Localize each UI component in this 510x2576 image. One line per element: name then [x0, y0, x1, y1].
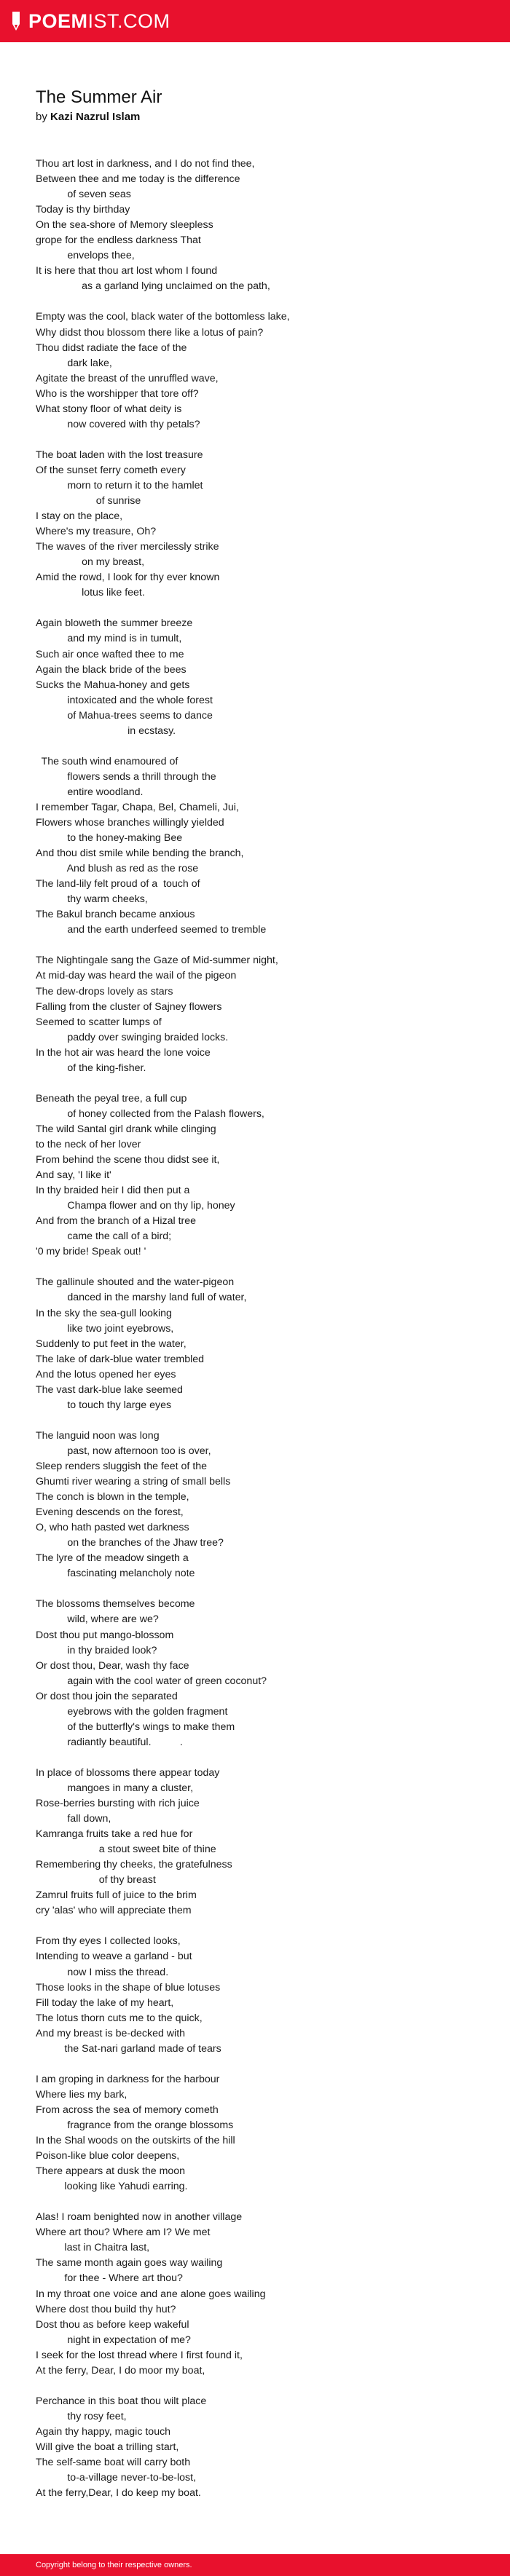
poem-line: The wild Santal girl drank while clinging: [36, 1123, 216, 1135]
poem-line: '0 my bride! Speak out! ': [36, 1246, 146, 1258]
poem-line: In thy braided heir I did then put a: [36, 1185, 190, 1197]
poem-line: Suddenly to put feet in the water,: [36, 1338, 187, 1350]
poem-line: Alas! I roam benighted now in another village: [36, 2211, 243, 2224]
poem-line: It is here that thou art lost whom I found: [36, 265, 218, 277]
byline: [36, 110, 473, 125]
poem-stanza: [36, 448, 473, 601]
poem-line: The south wind enamoured of: [36, 755, 178, 767]
pencil-icon: [10, 12, 22, 31]
poem-line: dark lake,: [36, 357, 112, 369]
poem-line: Of the sunset ferry cometh every: [36, 464, 186, 476]
copyright-text: Copyright belong to their respective owners.: [36, 2561, 192, 2569]
poem-line: Fill today the lake of my heart,: [36, 1996, 174, 2009]
poem-line: Poison-like blue color deepens,: [36, 2150, 180, 2162]
poem-line: The waves of the river mercilessly strike: [36, 541, 219, 553]
poem-line: Seemed to scatter lumps of: [36, 1016, 162, 1028]
footer-bar: [0, 2554, 510, 2576]
logo-text-light: IST.COM: [87, 9, 170, 32]
poem-line: In place of blossoms there appear today: [36, 1766, 220, 1779]
poem-line: Empty was the cool, black water of the bottomless lake,: [36, 311, 290, 323]
poem-line: eyebrows with the golden fragment: [36, 1705, 228, 1718]
poem-line: Evening descends on the forest,: [36, 1506, 184, 1519]
poem-line: now covered with thy petals?: [36, 418, 200, 430]
poem-line: Beneath the peyal tree, a full cup: [36, 1092, 187, 1105]
poem-stanza: [36, 1091, 473, 1260]
poem-line: to the honey-making Bee: [36, 832, 183, 845]
poem-line: Perchance in this boat thou wilt place: [36, 2395, 207, 2407]
poem-line: wild, where are we?: [36, 1613, 159, 1626]
poem-line: Between thee and me today is the difference: [36, 173, 240, 186]
poem-line: thy warm cheeks,: [36, 893, 148, 906]
poem-line: The dew-drops lovely as stars: [36, 985, 173, 997]
poem-line: of sunrise: [36, 495, 141, 507]
site-logo-link[interactable]: [10, 10, 170, 33]
poem-line: From thy eyes I collected looks,: [36, 1935, 181, 1948]
poem-line: I remember Tagar, Chapa, Bel, Chameli, Jui,: [36, 801, 239, 813]
poem-line: last in Chaitra last,: [36, 2242, 150, 2254]
poem-stanza: [36, 616, 473, 738]
poem-line: came the call of a bird;: [36, 1230, 172, 1243]
poem-line: The Bakul branch became anxious: [36, 909, 195, 921]
poem-line: Thou didst radiate the face of the: [36, 341, 187, 354]
poem-line: Where's my treasure, Oh?: [36, 526, 157, 538]
poem-content: [36, 87, 473, 2516]
poem-stanza: [36, 2072, 473, 2194]
poem-line: Or dost thou, Dear, wash thy face: [36, 1659, 189, 1672]
poem-line: Sucks the Mahua-honey and gets: [36, 679, 190, 691]
poem-line: The lotus thorn cuts me to the quick,: [36, 2012, 203, 2024]
poem-line: Again bloweth the summer breeze: [36, 617, 193, 630]
poem-line: Will give the boat a trilling start,: [36, 2441, 179, 2453]
poem-line: in thy braided look?: [36, 1644, 157, 1656]
poem-line: now I miss the thread.: [36, 1966, 169, 1978]
poem-line: again with the cool water of green coconut?: [36, 1675, 267, 1687]
poem-line: Amid the rowd, I look for thy ever known: [36, 572, 220, 584]
poem-line: O, who hath pasted wet darkness: [36, 1522, 189, 1534]
poem-line: Where art thou? Where am I? We met: [36, 2227, 211, 2239]
poem-line: looking like Yahudi earring.: [36, 2181, 188, 2193]
poem-title: The Summer Air: [36, 87, 162, 107]
poem-line: in ecstasy.: [36, 724, 176, 737]
poem-line: The conch is blown in the temple,: [36, 1491, 189, 1504]
poem-line: And say, 'I like it': [36, 1169, 111, 1182]
poem-body: [36, 157, 473, 2501]
poem-line: And from the branch of a Hizal tree: [36, 1215, 197, 1228]
poem-stanza: [36, 1766, 473, 1919]
poem-line: of the butterfly's wings to make them: [36, 1720, 235, 1733]
poem-line: What stony floor of what deity is: [36, 403, 182, 415]
poem-line: In my throat one voice and ane alone goes wailing: [36, 2288, 266, 2300]
poem-line: I stay on the place,: [36, 510, 123, 523]
poem-line: to the neck of her lover: [36, 1139, 141, 1150]
poem-line: Thou art lost in darkness, and I do not find thee,: [36, 158, 255, 170]
poem-stanza: [36, 1934, 473, 2056]
poem-stanza: [36, 2210, 473, 2379]
poem-line: Intending to weave a garland - but: [36, 1951, 192, 1963]
poem-line: of the king-fisher.: [36, 1062, 146, 1074]
poem-line: and my mind is in tumult,: [36, 633, 182, 645]
author-link[interactable]: Kazi Nazrul Islam: [50, 111, 141, 123]
poem-line: Where lies my bark,: [36, 2088, 128, 2101]
poem-stanza: [36, 1275, 473, 1413]
poem-line: on my breast,: [36, 556, 145, 569]
poem-line: past, now afternoon too is over,: [36, 1445, 211, 1457]
by-label: by: [36, 111, 47, 123]
poem-line: Why didst thou blossom there like a lotus of pain?: [36, 326, 264, 339]
poem-line: Sleep renders sluggish the feet of the: [36, 1460, 208, 1472]
poem-line: Where dost thou build thy hut?: [36, 2303, 176, 2315]
poem-line: fragrance from the orange blossoms: [36, 2119, 234, 2131]
poem-line: At mid-day was heard the wail of the pigeon: [36, 970, 237, 982]
poem-line: Kamranga fruits take a red hue for: [36, 1828, 193, 1841]
poem-line: danced in the marshy land full of water,: [36, 1292, 247, 1304]
poem-line: The blossoms themselves become: [36, 1598, 195, 1611]
poem-line: of seven seas: [36, 189, 131, 201]
poem-line: Who is the worshipper that tore off?: [36, 387, 199, 400]
poem-line: At the ferry,Dear, I do keep my boat.: [36, 2487, 201, 2500]
poem-line: flowers sends a thrill through the: [36, 770, 216, 783]
site-logo-text: [28, 10, 170, 33]
poem-line: On the sea-shore of Memory sleepless: [36, 219, 213, 232]
poem-line: cry 'alas' who will appreciate them: [36, 1905, 192, 1917]
poem-line: Rose-berries bursting with rich juice: [36, 1798, 200, 1810]
poem-line: Today is thy birthday: [36, 204, 130, 216]
poem-line: The vast dark-blue lake seemed: [36, 1383, 183, 1396]
poem-line: The Nightingale sang the Gaze of Mid-summer night,: [36, 955, 278, 967]
poem-line: At the ferry, Dear, I do moor my boat,: [36, 2364, 205, 2377]
poem-line: Remembering thy cheeks, the gratefulness: [36, 1859, 232, 1871]
poem-line: a stout sweet bite of thine: [36, 1844, 216, 1856]
poem-line: night in expectation of me?: [36, 2334, 191, 2346]
poem-line: Flowers whose branches willingly yielded: [36, 817, 224, 829]
poem-line: of Mahua-trees seems to dance: [36, 709, 213, 722]
poem-line: And the lotus opened her eyes: [36, 1368, 176, 1380]
poem-line: the Sat-nari garland made of tears: [36, 2042, 221, 2055]
poem-line: to touch thy large eyes: [36, 1399, 172, 1411]
poem-stanza: [36, 2394, 473, 2501]
poem-line: Dost thou put mango-blossom: [36, 1629, 174, 1641]
poem-line: Falling from the cluster of Sajney flowers: [36, 1000, 222, 1013]
poem-line: intoxicated and the whole forest: [36, 694, 213, 706]
poem-line: Or dost thou join the separated: [36, 1690, 178, 1702]
poem-stanza: [36, 1597, 473, 1750]
poem-line: From behind the scene thou didst see it,: [36, 1154, 220, 1166]
poem-line: Ghumti river wearing a string of small bells: [36, 1476, 231, 1488]
poem-line: lotus like feet.: [36, 587, 145, 599]
poem-line: fascinating melancholy note: [36, 1568, 195, 1580]
poem-line: fall down,: [36, 1813, 111, 1825]
poem-line: on the branches of the Jhaw tree?: [36, 1537, 224, 1549]
poem-line: The land-lily felt proud of a touch of: [36, 878, 200, 890]
poem-line: entire woodland.: [36, 786, 144, 798]
poem-line: Zamrul fruits full of juice to the brim: [36, 1889, 197, 1902]
top-navigation-bar: [0, 0, 510, 42]
poem-line: In the Shal woods on the outskirts of the hill: [36, 2135, 235, 2147]
poem-line: The lyre of the meadow singeth a: [36, 1552, 189, 1565]
poem-line: I seek for the lost thread where I first found it,: [36, 2349, 243, 2361]
poem-line: thy rosy feet,: [36, 2410, 127, 2422]
poem-line: of thy breast: [36, 1874, 156, 1886]
poem-line: In the hot air was heard the lone voice: [36, 1046, 211, 1059]
poem-line: Again the black bride of the bees: [36, 663, 187, 676]
poem-line: The gallinule shouted and the water-pigeon: [36, 1276, 235, 1289]
poem-line: grope for the endless darkness That: [36, 234, 201, 247]
poem-stanza: [36, 953, 473, 1075]
poem-line: for thee - Where art thou?: [36, 2272, 183, 2285]
poem-stanza: [36, 1429, 473, 1581]
poem-line: as a garland lying unclaimed on the path,: [36, 280, 270, 293]
poem-line: In the sky the sea-gull looking: [36, 1307, 172, 1319]
poem-line: There appears at dusk the moon: [36, 2165, 186, 2178]
poem-line: The same month again goes way wailing: [36, 2257, 223, 2269]
poem-line: The self-same boat will carry both: [36, 2457, 191, 2469]
poem-line: morn to return it to the hamlet: [36, 479, 203, 491]
poem-line: And thou dist smile while bending the branch,: [36, 848, 244, 860]
poem-line: I am groping in darkness for the harbour: [36, 2073, 220, 2085]
poem-line: Dost thou as before keep wakeful: [36, 2318, 189, 2331]
poem-line: Agitate the breast of the unruffled wave,: [36, 372, 219, 384]
poem-line: The languid noon was long: [36, 1429, 160, 1442]
poem-line: paddy over swinging braided locks.: [36, 1031, 229, 1043]
poem-stanza: [36, 157, 473, 294]
poem-line: Again thy happy, magic touch: [36, 2425, 171, 2438]
poem-stanza: [36, 754, 473, 939]
logo-text-bold: POEM: [28, 9, 88, 32]
poem-line: mangoes in many a cluster,: [36, 1782, 194, 1794]
poem-line: envelops thee,: [36, 250, 135, 262]
poem-line: And my breast is be-decked with: [36, 2027, 186, 2039]
poem-line: of honey collected from the Palash flowers,: [36, 1107, 264, 1120]
poem-line: to-a-village never-to-be-lost,: [36, 2472, 196, 2484]
poem-line: From across the sea of memory cometh: [36, 2103, 219, 2116]
poem-line: Those looks in the shape of blue lotuses: [36, 1981, 221, 1994]
poem-stanza: [36, 309, 473, 432]
poem-line: Such air once wafted thee to me: [36, 648, 184, 660]
poem-line: The lake of dark-blue water trembled: [36, 1353, 205, 1365]
poem-line: and the earth underfeed seemed to tremble: [36, 924, 267, 936]
poem-line: And blush as red as the rose: [36, 863, 199, 875]
poem-line: Champa flower and on thy lip, honey: [36, 1200, 235, 1212]
poem-line: radiantly beautiful. .: [36, 1736, 183, 1748]
poem-line: like two joint eyebrows,: [36, 1322, 174, 1335]
poem-line: The boat laden with the lost treasure: [36, 449, 203, 461]
